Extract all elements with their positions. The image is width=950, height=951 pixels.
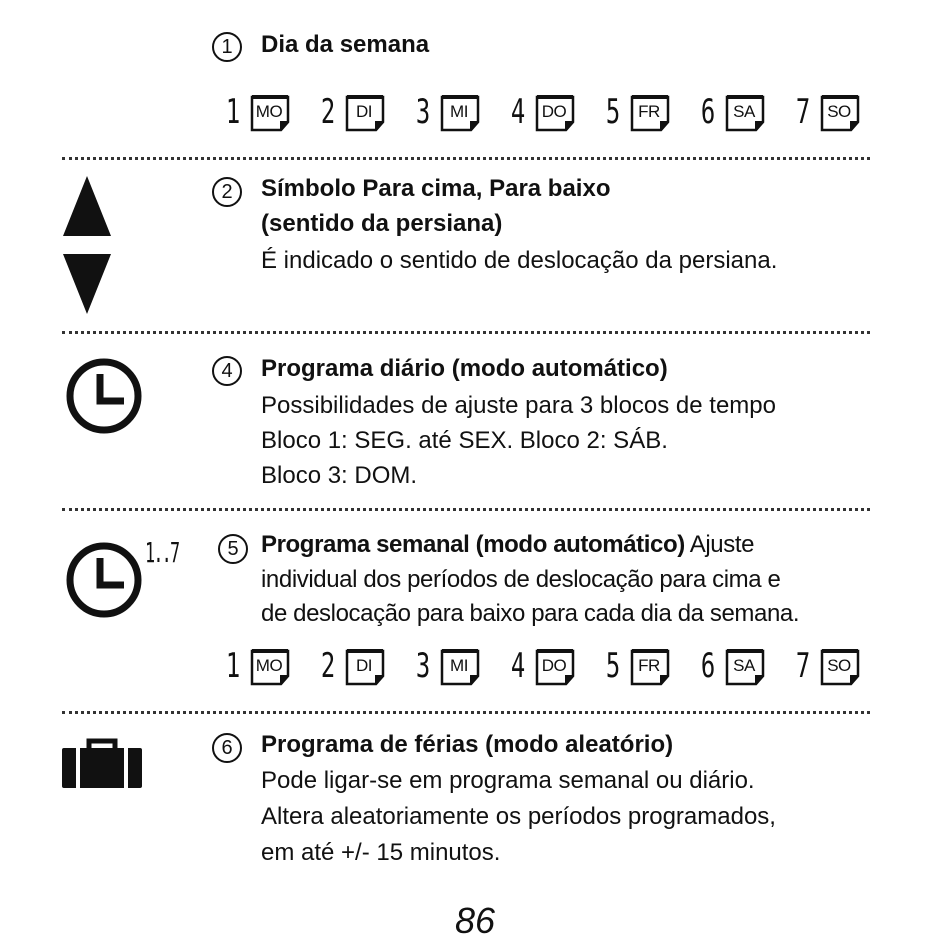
day-digit: 1: [225, 646, 241, 686]
calendar-icon: [250, 92, 292, 132]
day-item: [598, 90, 692, 140]
day-digit: 6: [700, 646, 716, 686]
calendar-icon: [535, 646, 577, 686]
weekly-range-label: 1..7: [145, 536, 179, 569]
calendar-icon: [630, 92, 672, 132]
day-digit: 1: [225, 92, 241, 132]
calendar-icon: [440, 92, 482, 132]
day-label: FR: [638, 102, 660, 121]
dotted-divider: [62, 508, 870, 511]
day-digit: 4: [510, 646, 526, 686]
day-digit: 7: [795, 646, 811, 686]
day-label: DO: [541, 102, 567, 121]
number-badge-6: 6: [212, 733, 242, 763]
number-badge-2: 2: [212, 177, 242, 207]
calendar-icon: [535, 92, 577, 132]
day-digit: 2: [320, 92, 336, 132]
day-item: [408, 90, 502, 140]
section-text-daily-1: Possibilidades de ajuste para 3 blocos de tempo: [261, 392, 776, 419]
day-label: MI: [450, 102, 468, 121]
day-digit: 5: [605, 646, 621, 686]
day-item: [313, 90, 407, 140]
day-label: SO: [827, 656, 851, 675]
up-down-arrow-icon: [62, 176, 112, 316]
calendar-icon: [820, 92, 862, 132]
day-label: MI: [450, 656, 468, 675]
section-text-holiday-3: em até +/- 15 minutos.: [261, 839, 501, 866]
day-digit: 2: [320, 646, 336, 686]
day-digit: 3: [415, 646, 431, 686]
calendar-icon: [820, 646, 862, 686]
day-item: [598, 644, 692, 694]
section-title-direction: Símbolo Para cima, Para baixo: [261, 175, 611, 202]
calendar-icon: [725, 92, 767, 132]
day-digit: 7: [795, 92, 811, 132]
section-title-daily: Programa diário (modo automático): [261, 355, 668, 382]
day-digit: 6: [700, 92, 716, 132]
section-text-holiday-2: Altera aleatoriamente os períodos programados,: [261, 803, 776, 830]
section-text-daily-2: Bloco 1: SEG. até SEX. Bloco 2: SÁB.: [261, 427, 668, 454]
dotted-divider: [62, 331, 870, 334]
number-badge-1: 1: [212, 32, 242, 62]
day-item: [408, 644, 502, 694]
day-label: SA: [733, 102, 755, 121]
day-item: [693, 644, 787, 694]
calendar-icon: [345, 92, 387, 132]
section-text-daily-3: Bloco 3: DOM.: [261, 462, 418, 489]
section-text-holiday-1: Pode ligar-se em programa semanal ou diário.: [261, 767, 755, 794]
number-badge-5: 5: [218, 534, 248, 564]
calendar-icon: [630, 646, 672, 686]
dotted-divider: [62, 711, 870, 714]
section-text-weekly-lead: Ajuste: [684, 531, 755, 558]
day-digit: 3: [415, 92, 431, 132]
day-item: [218, 644, 312, 694]
day-digit: 5: [605, 92, 621, 132]
suitcase-icon: [62, 738, 142, 788]
calendar-icon: [440, 646, 482, 686]
calendar-icon: [345, 646, 387, 686]
number-badge-4: 4: [212, 356, 242, 386]
day-label: MO: [255, 656, 283, 675]
day-label: SO: [827, 102, 851, 121]
day-digit: 4: [510, 92, 526, 132]
day-item: [503, 90, 597, 140]
day-item: [693, 90, 787, 140]
section-title-holiday: Programa de férias (modo aleatório): [261, 731, 674, 758]
section-text-weekly-1: individual dos períodos de deslocação para cima e: [261, 566, 781, 593]
section-title-weekly-line: [261, 531, 754, 559]
section-title-weekday: Dia da semana: [261, 31, 430, 58]
day-item: [218, 90, 312, 140]
day-label: DI: [356, 102, 372, 121]
page-number: 86: [454, 900, 496, 941]
day-label: SA: [733, 656, 755, 675]
day-item: [313, 644, 407, 694]
day-label: MO: [255, 102, 283, 121]
day-item: [788, 90, 882, 140]
calendar-icon: [250, 646, 292, 686]
clock-icon: [64, 540, 144, 620]
weekday-row-2: [218, 644, 878, 694]
dotted-divider: [62, 157, 870, 160]
section-title-direction-sub: (sentido da persiana): [261, 210, 503, 237]
day-label: FR: [638, 656, 660, 675]
section-text-direction: É indicado o sentido de deslocação da persiana.: [261, 247, 778, 274]
day-item: [788, 644, 882, 694]
day-label: DO: [541, 656, 567, 675]
clock-icon: [64, 356, 144, 436]
section-title-weekly: Programa semanal (modo automático): [261, 531, 685, 558]
weekday-row-1: [218, 90, 878, 140]
calendar-icon: [725, 646, 767, 686]
section-text-weekly-2: de deslocação para baixo para cada dia da semana.: [261, 600, 800, 627]
day-label: DI: [356, 656, 372, 675]
day-item: [503, 644, 597, 694]
